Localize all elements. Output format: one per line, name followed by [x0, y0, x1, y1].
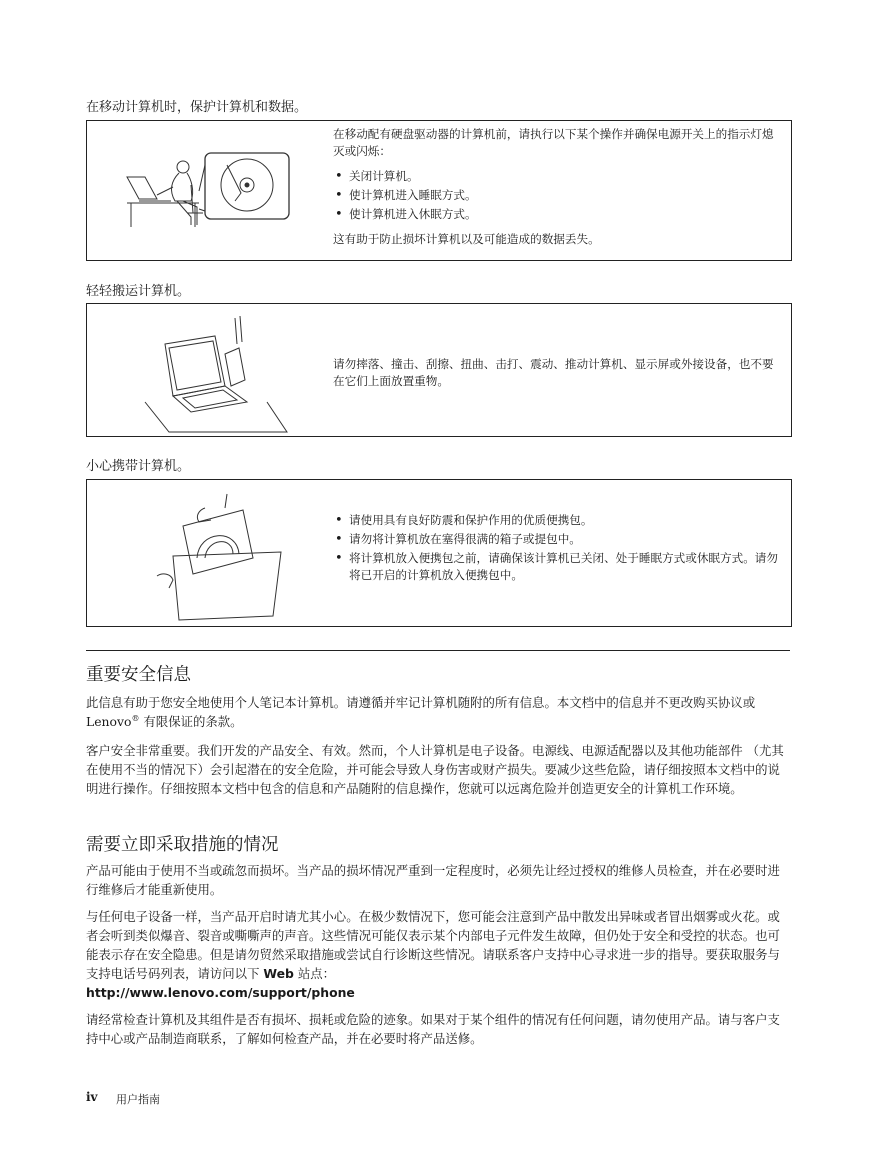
illustration-laptop-hdd — [87, 121, 327, 260]
list-item: • 使计算机进入休眠方式。 — [333, 206, 779, 223]
illustration-laptop-bag — [87, 480, 327, 626]
moving-intro: 在移动配有硬盘驱动器的计算机前，请执行以下某个操作并确保电源开关上的指示灯熄灭或闪烁： — [333, 127, 774, 158]
moving-bullets — [333, 168, 779, 223]
safety-paragraph-2: 客户安全非常重要。我们开发的产品安全、有效。然而，个人计算机是电子设备。电源线、电源适配器以及其他功能部件 （尤其在使用不当的情况下）会引起潜在的安全危险，并可能会导致人身伤害或财产损失。要减少这些危险，请仔细按照本文档中的说明进行操作。仔细按照本文档中包含的信息和产品随附的信息操作，您就可以远离危险并创造更安全的计算机工作环境。 — [86, 743, 784, 796]
urgent-body — [86, 861, 790, 1048]
list-item: • 请使用具有良好防震和保护作用的优质便携包。 — [333, 512, 779, 529]
laptop-bag-illustration — [87, 480, 327, 626]
urgent-paragraph-2 — [86, 907, 790, 1002]
moving-outro: 这有助于防止损坏计算机以及可能造成的数据丢失。 — [333, 232, 600, 246]
list-item: • 关闭计算机。 — [333, 168, 779, 185]
section-title-carry: 小心携带计算机。 — [86, 459, 191, 474]
laptop-hdd-illustration — [87, 121, 327, 260]
carry-box — [86, 479, 792, 627]
page-number: iv — [86, 1090, 98, 1104]
support-phone-link[interactable]: http://www.lenovo.com/support/phone — [86, 985, 355, 1000]
web-label: Web — [263, 966, 294, 981]
safety-paragraph-1 — [86, 693, 790, 731]
carry-text — [333, 510, 779, 586]
section-title-handle: 轻轻搬运计算机。 — [86, 284, 191, 299]
urgent-p2-text: 与任何电子设备一样，当产品开启时请尤其小心。在极少数情况下，您可能会注意到产品中散发出异味或者冒出烟雾或火花。或者会听到类似爆音、裂音或嘶嘶声的声音。这些情况可能仅表示某个内部电子元件发生故障，但仍处于安全和受控的状态。也可能表示存在安全隐患。但是请勿贸然采取措施或尝试自行诊断这些情况。请联系客户支持中心寻求进一步的指导。要获取服务与支持电话号码列表，请访问以下 — [86, 909, 780, 981]
section-divider — [86, 650, 790, 651]
urgent-paragraph-3: 请经常检查计算机及其组件是否有损坏、损耗或危险的迹象。如果对于某个组件的情况有任何问题，请勿使用产品。请与客户支持中心或产品制造商联系，了解如何检查产品，并在必要时将产品送修。 — [86, 1012, 780, 1046]
safety-body — [86, 693, 790, 798]
list-item: • 请勿将计算机放在塞得很满的箱子或提包中。 — [333, 531, 779, 548]
safety-p1-tail: 有限保证的条款。 — [139, 714, 243, 729]
section-title-moving: 在移动计算机时，保护计算机和数据。 — [86, 100, 308, 115]
list-item: • 使计算机进入睡眠方式。 — [333, 187, 779, 204]
safety-heading: 重要安全信息 — [86, 665, 191, 685]
urgent-p2-tail: 站点： — [293, 966, 336, 981]
handle-box — [86, 303, 792, 437]
registered-mark: ® — [131, 713, 140, 723]
moving-box — [86, 120, 792, 261]
carry-bullets — [333, 512, 779, 584]
laptop-care-illustration — [87, 304, 327, 436]
illustration-laptop-care — [87, 304, 327, 436]
list-item: • 将计算机放入便携包之前，请确保该计算机已关闭、处于睡眠方式或休眠方式。请勿将已开启的计算机放入便携包中。 — [333, 550, 779, 584]
urgent-paragraph-1: 产品可能由于使用不当或疏忽而损坏。当产品的损坏情况严重到一定程度时，必须先让经过授权的维修人员检查，并在必要时进行维修后才能重新使用。 — [86, 863, 780, 897]
moving-text — [333, 126, 779, 248]
handle-text: 请勿摔落、撞击、刮擦、扭曲、击打、震动、推动计算机、显示屏或外接设备，也不要在它们上面放置重物。 — [333, 357, 774, 388]
safety-p1-text: 此信息有助于您安全地使用个人笔记本计算机。请遵循并牢记计算机随附的所有信息。本文档中的信息并不更改购买协议或 Lenovo — [86, 695, 756, 729]
urgent-heading: 需要立即采取措施的情况 — [86, 835, 279, 855]
document-title: 用户指南 — [116, 1093, 160, 1106]
